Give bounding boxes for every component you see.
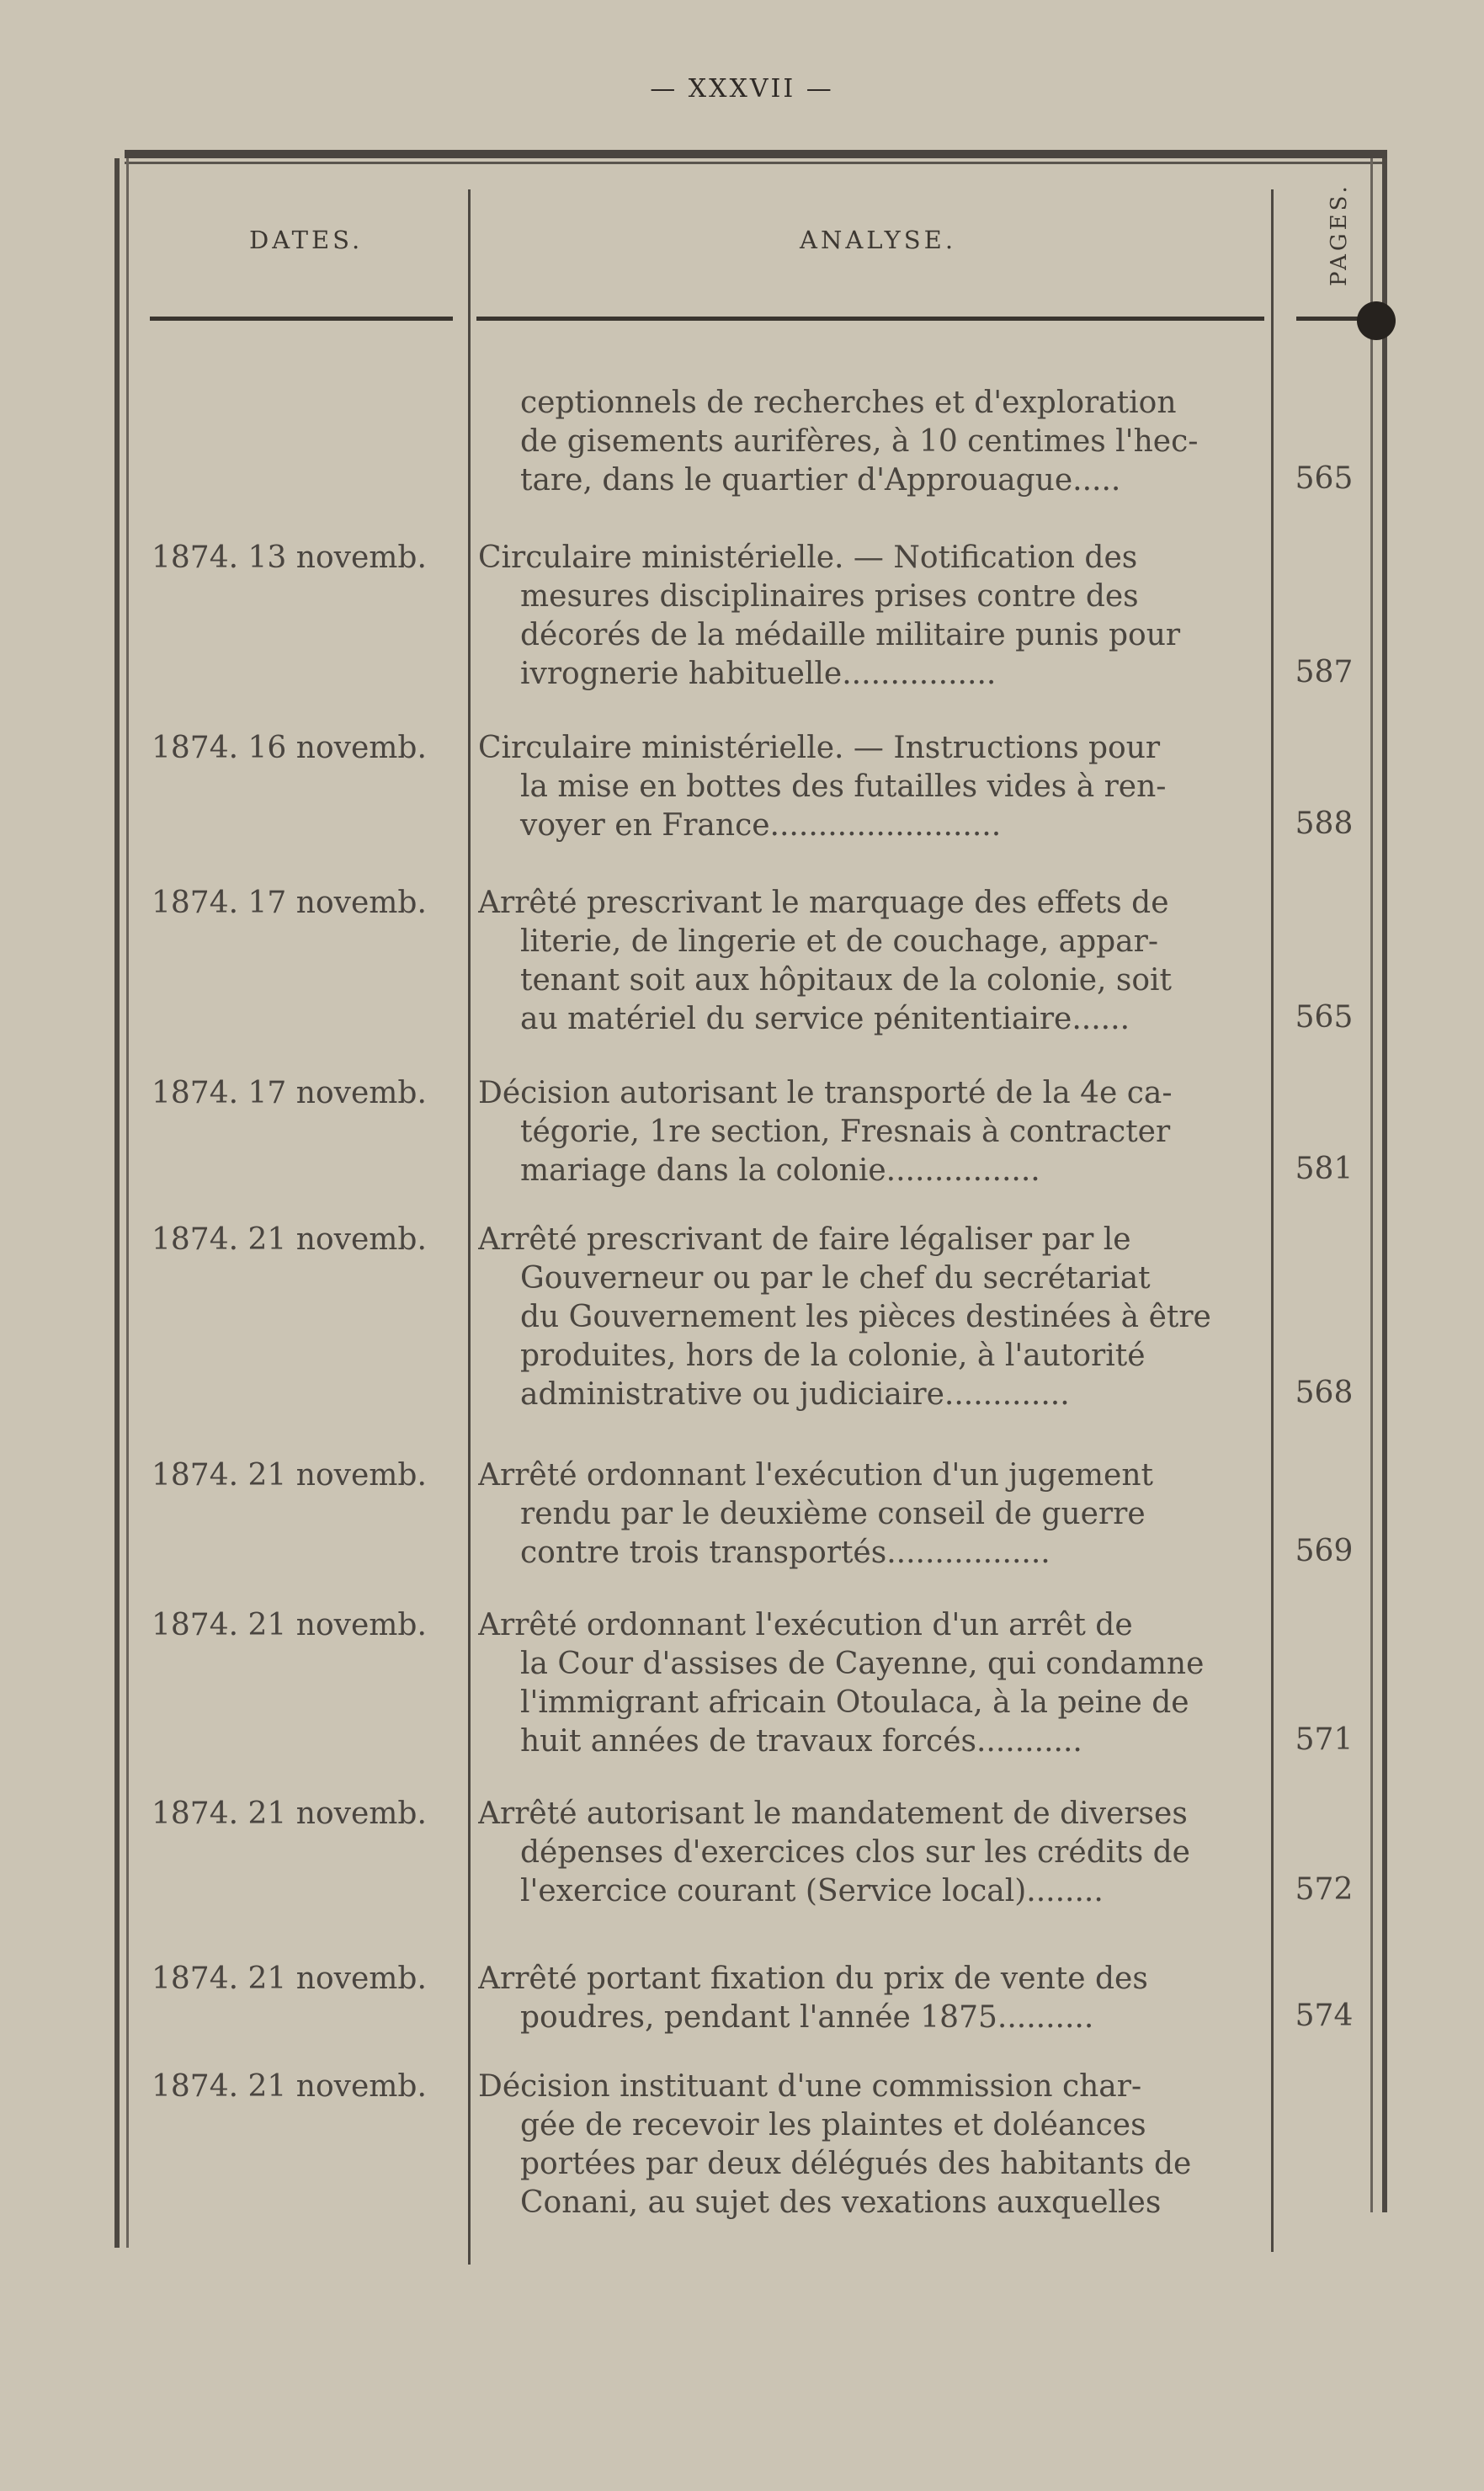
entry-analyse-line: huit années de travaux forcés...........: [520, 1724, 1082, 1759]
entry-analyse-line: Arrêté prescrivant le marquage des effets de: [478, 886, 1169, 920]
table-frame-left: [114, 158, 120, 2248]
entry-page-ref: 565: [1295, 461, 1354, 496]
entry-analyse-line: Arrêté portant fixation du prix de vente des: [478, 1961, 1148, 1996]
entry-date: 1874. 21 novemb.: [152, 1458, 427, 1493]
entry-analyse-line: tégorie, 1re section, Fresnais à contracter: [520, 1115, 1171, 1149]
entry-analyse-line: mariage dans la colonie................: [520, 1153, 1040, 1188]
table-frame-top: [125, 150, 1387, 158]
entry-analyse-line: Circulaire ministérielle. — Instructions pour: [478, 731, 1161, 765]
entry-analyse-line: dépenses d'exercices clos sur les crédits de: [520, 1835, 1190, 1870]
entry-analyse-line: Décision autorisant le transporté de la 4e ca-: [478, 1076, 1173, 1110]
column-divider-pages: [1271, 189, 1274, 2252]
entry-analyse: [478, 729, 1269, 845]
entry-analyse-line: Gouverneur ou par le chef du secrétariat: [520, 1261, 1151, 1296]
entry-page-ref: 581: [1295, 1152, 1354, 1186]
entry-date: 1874. 17 novemb.: [152, 886, 427, 920]
column-header-pages: PAGES.: [1327, 183, 1352, 286]
entry-analyse-line: literie, de lingerie et de couchage, appar-: [520, 924, 1159, 959]
entry-analyse-line: mesures disciplinaires prises contre des: [520, 579, 1139, 614]
entry-analyse-line: Arrêté ordonnant l'exécution d'un jugement: [478, 1458, 1153, 1493]
entry-analyse-line: du Gouvernement les pièces destinées à être: [520, 1300, 1211, 1334]
entry-date: 1874. 17 novemb.: [152, 1076, 427, 1110]
entry-analyse: [478, 1221, 1269, 1414]
entry-analyse-line: administrative ou judiciaire.............: [520, 1377, 1070, 1412]
entry-analyse-line: rendu par le deuxième conseil de guerre: [520, 1497, 1146, 1531]
entry-analyse-line: l'immigrant africain Otoulaca, à la peine de: [520, 1685, 1189, 1720]
entry-analyse-line: tenant soit aux hôpitaux de la colonie, soit: [520, 963, 1173, 998]
column-header-dates: DATES.: [249, 226, 364, 254]
column-divider-dates: [468, 189, 471, 2265]
entry-analyse-line: contre trois transportés.................: [520, 1536, 1051, 1570]
entry-page-ref: 568: [1295, 1376, 1354, 1410]
entry-analyse: [478, 1795, 1269, 1911]
entry-analyse-line: Arrêté prescrivant de faire légaliser par le: [478, 1222, 1131, 1257]
page-number-header: — XXXVII —: [650, 74, 834, 104]
entry-analyse-line: portées par deux délégués des habitants de: [520, 2147, 1192, 2181]
entry-analyse-line: gée de recevoir les plaintes et doléances: [520, 2108, 1146, 2142]
table-frame-top-inner: [125, 162, 1387, 164]
entry-analyse-line: au matériel du service pénitentiaire......: [520, 1002, 1130, 1036]
table-frame-right-inner: [1370, 158, 1373, 2212]
entry-analyse: [478, 539, 1269, 694]
entry-page-ref: 571: [1295, 1722, 1354, 1757]
entry-analyse-line: Décision instituant d'une commission char-: [478, 2069, 1142, 2104]
ink-blot: [1357, 301, 1396, 340]
entry-analyse-line: poudres, pendant l'année 1875..........: [520, 2000, 1094, 2035]
entry-analyse-line: Circulaire ministérielle. — Notification des: [478, 540, 1138, 575]
entry-page-ref: 574: [1295, 1999, 1354, 2033]
entry-analyse-line: voyer en France........................: [520, 808, 1002, 843]
entry-page-ref: 572: [1295, 1872, 1354, 1907]
header-rule-dates: [150, 317, 453, 321]
column-header-analyse: ANALYSE.: [800, 226, 957, 254]
entry-date: 1874. 21 novemb.: [152, 1961, 427, 1996]
entry-analyse-line: la Cour d'assises de Cayenne, qui condamne: [520, 1647, 1205, 1681]
entry-analyse-line: Conani, au sujet des vexations auxquelles: [520, 2185, 1162, 2220]
entry-analyse: [478, 1456, 1269, 1573]
entry-page-ref: 587: [1295, 655, 1354, 689]
entry-analyse: [478, 1074, 1269, 1190]
entry-analyse-line: Arrêté ordonnant l'exécution d'un arrêt de: [478, 1608, 1133, 1642]
entry-analyse-line: Arrêté autorisant le mandatement de diverses: [478, 1796, 1188, 1831]
entry-page-ref: 569: [1295, 1534, 1354, 1568]
entry-analyse-line: produites, hors de la colonie, à l'autorité: [520, 1339, 1146, 1373]
entry-page-ref: 588: [1295, 806, 1354, 841]
entry-analyse-line: ivrognerie habituelle................: [520, 657, 997, 691]
entry-analyse: [478, 884, 1269, 1039]
entry-date: 1874. 21 novemb.: [152, 1608, 427, 1642]
entry-analyse: [478, 384, 1269, 500]
entry-analyse-line: ceptionnels de recherches et d'exploration: [520, 386, 1177, 420]
entry-page-ref: 565: [1295, 1000, 1354, 1035]
entry-analyse-line: la mise en bottes des futailles vides à ren-: [520, 769, 1167, 804]
entry-date: 1874. 21 novemb.: [152, 1796, 427, 1831]
entry-date: 1874. 21 novemb.: [152, 1222, 427, 1257]
entry-analyse-line: de gisements aurifères, à 10 centimes l'hec-: [520, 424, 1199, 459]
header-rule-analyse: [476, 317, 1264, 321]
entry-date: 1874. 13 novemb.: [152, 540, 427, 575]
entry-analyse-line: l'exercice courant (Service local)........: [520, 1874, 1104, 1908]
table-frame-left-inner: [126, 158, 129, 2248]
entry-analyse: [478, 2068, 1269, 2222]
entry-analyse: [478, 1606, 1269, 1761]
entry-analyse: [478, 1960, 1269, 2037]
table-frame-right: [1382, 158, 1387, 2212]
entry-analyse-line: tare, dans le quartier d'Approuague.....: [520, 463, 1121, 498]
entry-date: 1874. 21 novemb.: [152, 2069, 427, 2104]
entry-date: 1874. 16 novemb.: [152, 731, 427, 765]
entry-analyse-line: décorés de la médaille militaire punis pour: [520, 618, 1181, 652]
